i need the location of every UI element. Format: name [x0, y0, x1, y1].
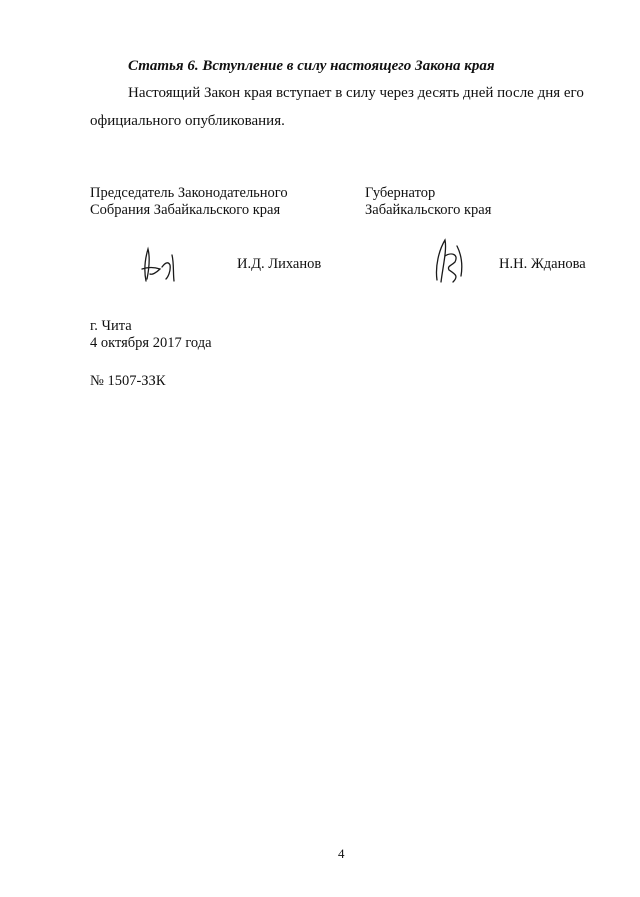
governor-signature — [431, 236, 467, 286]
article-text-line-1: Настоящий Закон края вступает в силу через десять дней после дня его — [128, 85, 584, 101]
chairman-title-line-2: Собрания Забайкальского края — [90, 202, 281, 218]
governor-title — [365, 185, 491, 219]
governor-title-line-1: Губернатор — [365, 185, 436, 201]
date: 4 октября 2017 года — [90, 335, 212, 351]
city: г. Чита — [90, 318, 132, 334]
page-number: 4 — [338, 846, 345, 861]
place-and-date — [90, 318, 212, 352]
article-text-line-2: официального опубликования. — [90, 113, 285, 129]
chairman-title — [90, 185, 288, 219]
governor-name: Н.Н. Жданова — [499, 256, 586, 272]
governor-title-line-2: Забайкальского края — [365, 202, 492, 218]
chairman-signature — [138, 245, 184, 285]
chairman-name: И.Д. Лиханов — [237, 256, 322, 272]
law-number: № 1507-ЗЗК — [90, 373, 166, 389]
chairman-title-line-1: Председатель Законодательного — [90, 185, 288, 201]
article-heading: Статья 6. Вступление в силу настоящего Закона края — [128, 58, 495, 74]
